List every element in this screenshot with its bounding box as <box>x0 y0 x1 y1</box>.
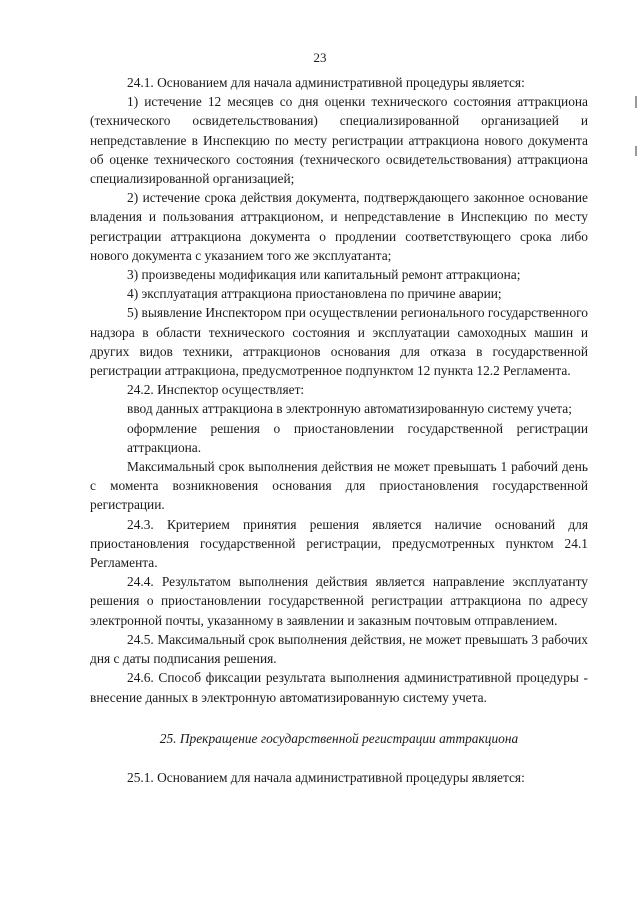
paragraph-24-4: 24.4. Результатом выполнения действия является направление эксплуатанту решения о приостановлении государственной регистрации аттракциона по адресу электронной почты, указанному в заявлении и заказным почтовым отправлением. <box>90 574 588 628</box>
paragraph-24-1: 24.1. Основанием для начала административной процедуры является: <box>127 75 525 90</box>
list-item-1: 1) истечение 12 месяцев со дня оценки технического состояния аттракциона (технического освидетельствования) специализированной организацией и непредставление в Инспекцию по месту регистрации аттракциона нового документа об оценке технического состояния (технического освидетельствования) аттракциона специализированной организацией; <box>90 94 588 187</box>
list-item-3: 3) произведены модификация или капитальный ремонт аттракциона; <box>127 267 521 283</box>
document-body <box>90 73 588 787</box>
page-number: 23 <box>313 50 327 65</box>
paragraph-24-5: 24.5. Максимальный срок выполнения действия, не может превышать 3 рабочих дня с даты подписания решения. <box>90 631 588 667</box>
max-term-paragraph: Максимальный срок выполнения действия не может превышать 1 рабочий день с момента возникновения основания для приостановления государственной регистрации. <box>90 459 588 513</box>
list-item-2: 2) истечение срока действия документа, подтверждающего законное основание владения и пользования аттракционом, и непредставление в Инспекцию по месту регистрации аттракциона документа о продлении соответствующего срока либо нового документа с указанием того же эксплуатанта; <box>90 190 588 263</box>
paragraph-25-1: 25.1. Основанием для начала административной процедуры является: <box>127 769 525 785</box>
list-item-4: 4) эксплуатация аттракциона приостановлена по причине аварии; <box>127 286 502 302</box>
paragraph-24-3: 24.3. Критерием принятия решения является наличие оснований для приостановления государственной регистрации, предусмотренных пунктом 24.1 Регламента. <box>90 516 588 571</box>
scan-edge-mark <box>635 96 637 108</box>
scan-edge-mark <box>635 146 637 156</box>
inspector-action-1: ввод данных аттракциона в электронную автоматизированную систему учета; <box>127 401 572 417</box>
section-heading-25: 25. Прекращение государственной регистрации аттракциона <box>159 730 519 746</box>
list-item-5: 5) выявление Инспектором при осуществлении регионального государственного надзора в области технического состояния и эксплуатации самоходных машин и других видов техники, аттракционов основания для отказа в государственной регистрации аттракциона, предусмотренное подпунктом 12 пункта 12.2 Регламента. <box>90 305 588 379</box>
paragraph-24-2: 24.2. Инспектор осуществляет: <box>127 382 305 398</box>
paragraph-24-6: 24.6. Способ фиксации результата выполнения административной процедуры - внесение данных в электронную автоматизированную систему учета. <box>90 670 588 705</box>
inspector-action-2: оформление решения о приостановлении государственной регистрации аттракциона. <box>127 420 588 455</box>
